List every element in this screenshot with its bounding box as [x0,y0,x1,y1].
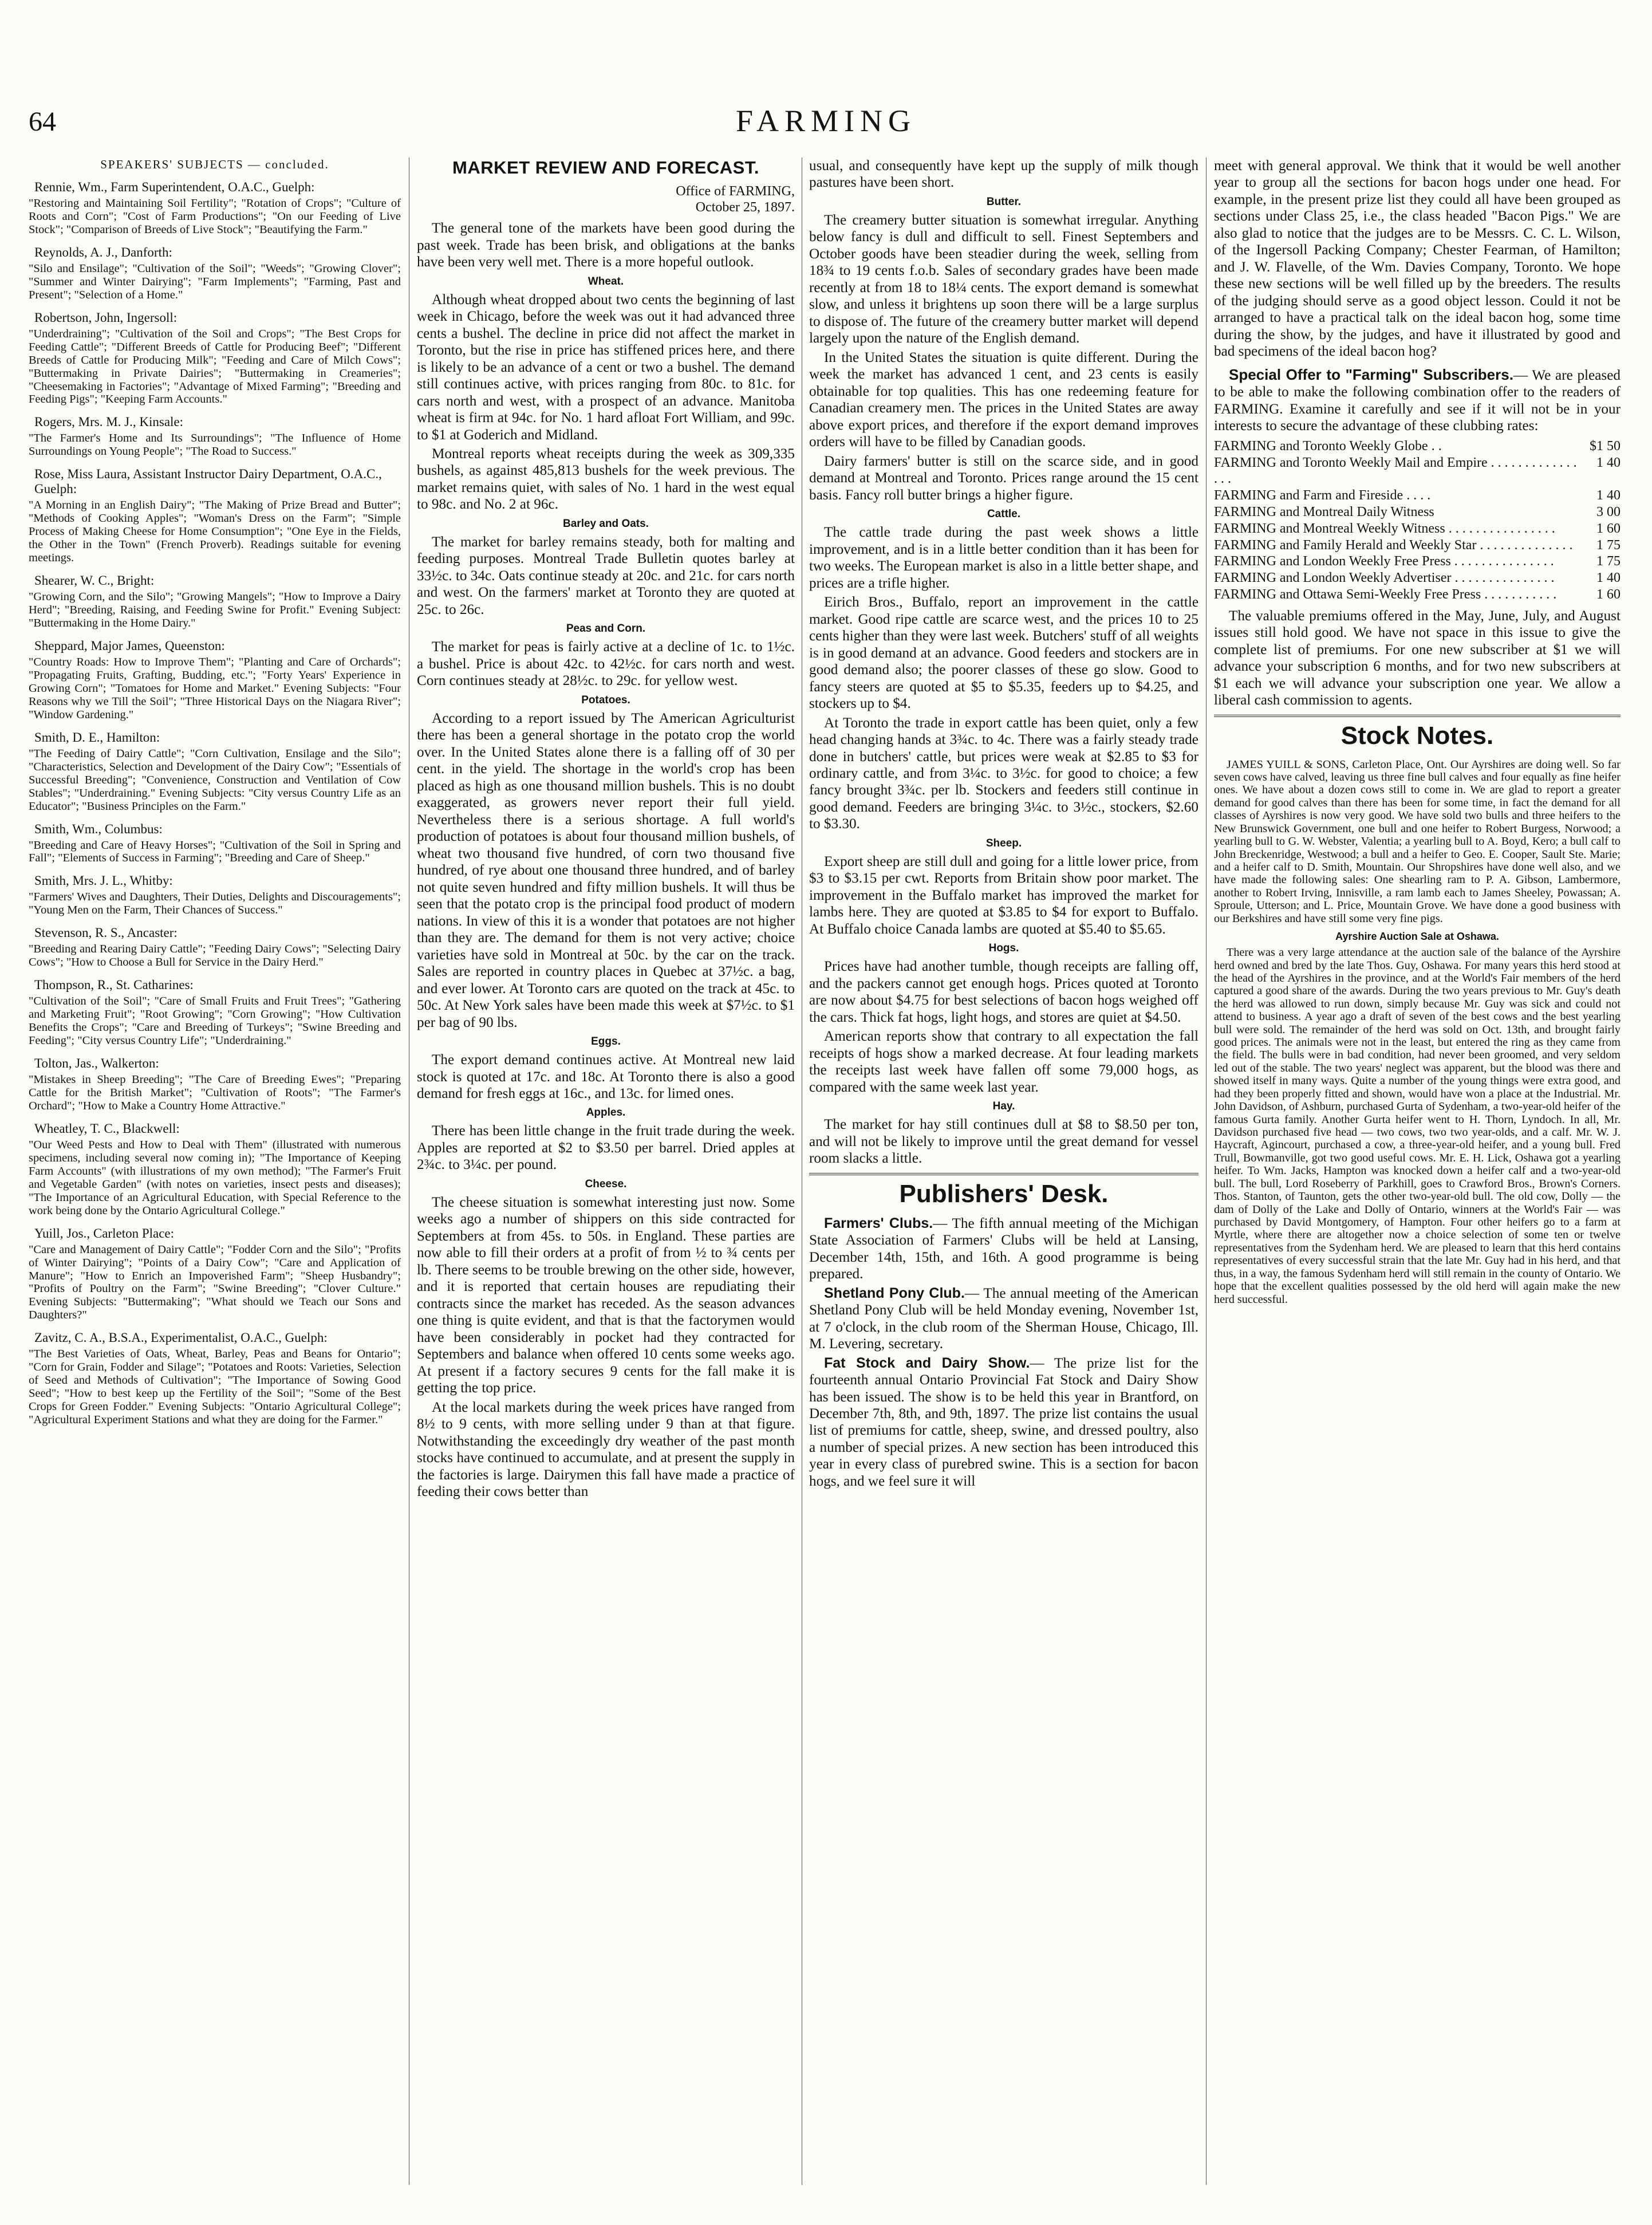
offer-price: 1 40 [1596,488,1621,503]
offer-price: 1 75 [1596,537,1621,553]
speaker-topics: "Restoring and Maintaining Soil Fertility"; "Rotation of Crops"; "Culture of Roots and Corn"; "Cost of Farm Productions"; "On our Feeding of Live Stock"; "Comparison of Breeds of Live Stock"; "Beautifying the Farm." [29,197,401,236]
paragraph: The market for peas is fairly active at a decline of 1c. to 1½c. a bushel. Price is about 42c. to 42½c. for cars north and west. Corn continues steady at 28½c. to 29c. for yellow west. [417,639,795,689]
offer-title: FARMING and Toronto Weekly Mail and Empire . . . . . . . . . . . . . . . . [1214,455,1577,487]
paragraph: The cattle trade during the past week shows a little improvement, and is in a little better condition than it has been for two weeks. The European market is also in a little better shape, and prices are a trifle higher. [809,525,1198,591]
item-text: — The annual meeting of the American Shetland Pony Club will be held Monday evening, November 1st, at 7 o'clock, in the club room of the Sherman House, Chicago, Ill. M. Levering, secretary. [809,1285,1198,1352]
speaker-topics: "Silo and Ensilage"; "Cultivation of the Soil"; "Weeds"; "Growing Clover"; "Summer and Winter Dairying"; "Farm Implements"; "Farming, Past and Present"; "Selection of a Home." [29,262,401,301]
section-heading: Eggs. [591,1035,621,1048]
column-rule [1206,157,1207,2185]
speaker-entry [29,467,401,565]
page-number: 64 [29,107,56,137]
speaker-name: Wheatley, T. C., Blackwell: [34,1121,180,1136]
paragraph [809,1355,1198,1490]
offer-row [1214,521,1621,537]
clubbing-rates-list [1214,438,1621,603]
speaker-entry [29,245,401,302]
speaker-entry [29,730,401,813]
offer-price: 1 60 [1596,586,1621,602]
paragraph [809,1215,1198,1283]
offer-title: FARMING and Toronto Weekly Globe . . [1214,438,1442,454]
paragraph: American reports show that contrary to all expectation the fall receipts of hogs show a marked decrease. At four leading markets the receipts last week have fallen off some 79,000 hogs, as compared with the same week last year. [809,1029,1198,1095]
speaker-name: Thompson, R., St. Catharines: [34,978,194,993]
paragraph: The export demand continues active. At Montreal new laid stock is quoted at 17c. and 18c. At Toronto there is also a good demand for fresh eggs at 16c., and 13c. for limed ones. [417,1052,795,1101]
section-divider [809,1173,1198,1175]
speaker-name: Smith, D. E., Hamilton: [34,730,160,745]
speaker-name: Smith, Wm., Columbus: [34,821,163,836]
speaker-entry [29,310,401,407]
speaker-name: Shearer, W. C., Bright: [34,573,155,588]
offer-price: 1 40 [1596,455,1621,470]
speaker-topics: "Care and Management of Dairy Cattle"; "Fodder Corn and the Silo"; "Profits of Winter Dairying"; "Points of a Dairy Cow"; "Care and Application of Manure"; "How to Enrich an Impoverished Farm"; "Sheep Husbandry"; "Profits of Poultry on the Farm"; "Swine Breeding"; "Clover Culture." Evening Subjects: "Buttermaking"; "What should we Teach our Sons and Daughters?" [29,1243,401,1322]
speaker-name: Yuill, Jos., Carleton Place: [34,1226,175,1241]
speaker-entry [29,180,401,237]
paragraph: Dairy farmers' butter is still on the scarce side, and in good demand at Montreal and Toronto. Prices range around the 15 cent basis. Fancy roll butter brings a higher figure. [809,453,1198,503]
speaker-topics: "Our Weed Pests and How to Deal with Them" (illustrated with numerous specimens, including several now coming in); "The Importance of Keeping Farm Accounts" (with illustrations of my own method); "The Farmer's Fruit and Vegetable Garden" (with notes on varieties, insect pests and diseases); "The Importance of an Agricultural Education, with Special Reference to the work being done by the Ontario Agricultural College." [29,1138,401,1217]
speaker-topics: "Breeding and Care of Heavy Horses"; "Cultivation of the Soil in Spring and Fall"; "Elements of Success in Farming"; "Breeding and Care of Sheep." [29,838,401,865]
paragraph: At Toronto the trade in export cattle has been quiet, only a few head changing hands at 3¾c. to 4c. There was a fairly steady trade done in butchers' cattle, but prices were weak at $2.85 to $3 for ordinary cattle, and from 3¼c. to 3½c. for good to choice; a few fancy brought 3¾c. per lb. Stockers and feeders still continue in good demand. Feeders are bringing 3¼c. to 3½c., stockers, $2.60 to $3.30. [809,715,1198,832]
paragraph: Prices have had another tumble, though receipts are falling off, and the packers cannot get enough hogs. Prices quoted at Toronto are now about $4.75 for best selections of bacon hogs weighed off the cars. Thick fat hogs, light hogs, and stores are quiet at $4.50. [809,959,1198,1025]
speaker-topics: "The Farmer's Home and Its Surroundings"; "The Influence of Home Surroundings on Young People"; "The Road to Success." [29,432,401,458]
offer-title: FARMING and London Weekly Free Press . . . . . . . . . . . . . . . [1214,554,1554,569]
paragraph: There has been little change in the fruit trade during the week. Apples are reported at $2 to $3.50 per barrel. Dried apples at 2¾c. to 3¼c. per pound. [417,1123,795,1173]
speaker-topics: "Cultivation of the Soil"; "Care of Small Fruits and Fruit Trees"; "Gathering and Marketing Fruit"; "Root Growing"; "Corn Growing"; "How Cultivation Benefits the Crops"; "Care and Breeding of Turkeys"; "Swine Breeding and Feeding"; "City versus Country Life"; "Underdraining." [29,995,401,1047]
paragraph: Export sheep are still dull and going for a little lower price, from $3 to $3.15 per cwt. Reports from Britain show poor market. The improvement in the Buffalo market has improved the market for lambs here. They are quoted at $3.85 to $4 for export to Buffalo. At Buffalo choice Canada lambs are quoted at $5.40 to $5.65. [809,853,1198,937]
offer-price: 1 40 [1596,570,1621,586]
speaker-entry [29,1121,401,1218]
section-heading: Butter. [986,195,1022,208]
section-heading: Hogs. [988,942,1019,955]
paragraph: At the local markets during the week prices have ranged from 8½ to 9 cents, with more selling under 9 than at that figure. Notwithstanding the exceedingly dry weather of the past month stocks have continued to accumulate, and at present the supply in the factories is large. Dairymen this fall have made a practice of feeding their cows better than [417,1399,795,1500]
speaker-topics: "Farmers' Wives and Daughters, Their Duties, Delights and Discouragements"; "Young Men on the Farm, Their Chances of Success." [29,891,401,917]
speaker-name: Robertson, John, Ingersoll: [34,310,178,325]
paragraph: The market for barley remains steady, both for malting and feeding purposes. Montreal Trade Bulletin quotes barley at 33½c. to 34c. Oats continue steady at 20c. and 21c. for cars north and west. On the farmers' market at Toronto they are quoted at 25c. to 26c. [417,534,795,617]
speaker-entry [29,1226,401,1322]
item-heading: Farmers' Clubs. [824,1215,933,1231]
running-head: FARMING [735,104,917,138]
speaker-entry [29,573,401,630]
dateline [417,184,795,215]
paragraph: Montreal reports wheat receipts during the week as 309,335 bushels, as against 485,813 bushels for the week previous. The market remains quiet, with sales of No. 1 hard in the west equal to 98c. and No. 2 at 96c. [417,446,795,513]
stock-note: There was a very large attendance at the auction sale of the balance of the Ayrshire herd owned and bred by the late Thos. Guy, Oshawa. For many years this herd stood at the head of the Ayrshires in the province, and at the World's Fair members of the herd captured a good share of the awards. During the two years previous to Mr. Guy's death the herd was allowed to run down, simply because Mr. Guy was sick and could not attend to business. A year ago a draft of seven of the best cows and the best yearling bull were sold. The remainder of the herd was sold on Oct. 13th, and brought fairly good prices. The animals were not in the least, but entered the ring as they came from the field. The bulls were in bad condition, had never been groomed, and very seldom led out of the stable. The two years' neglect was apparent, but the blood was there and showed itself in many ways. Quite a number of the young things were extra good, and had they been properly fitted and shown, would have won a place at the Industrial. Mr. John Davidson, of Ashburn, purchased Gurta of Sydenham, a two-year-old heifer of the famous Gurta family. Another Gurta heifer went to H. Thorn, Lyndoch. In all, Mr. Davidson purchased five head — two cows, two two year-olds, and a calf. Mr. W. J. Haycraft, Agincourt, purchased a cow, a three-year-old heifer, and a young bull. Fred Trull, Bowmanville, got two good useful cows. Mr. E. H. Lick, Oshawa got a yearling heifer. To Wm. Jacks, Hampton was knocked down a heifer calf and a two-year-old bull. The bull, Lord Roseberry of Parkhill, goes to Crawford Bros., Brown's Corners. Thos. Stanton, of Taunton, gets the other two-year-old bull. The old cow, Dolly — the dam of Dolly of the Lake and Dolly of Ontario, winners at the World's Fair — was purchased by David Montgomery, of Hampton. Four other heifers go to a farm at Myrtle, where there are altogether now a choice selection of some ten or twelve representatives from the Sydenham herd. We are pleased to learn that this herd contains representatives of every successful strain that the late Mr. Guy had in his herd, and that thus, in a way, the famous Sydenham herd will still remain in the county of Ontario. We hope that the excellent qualities possessed by the old herd will again make the new herd successful. [1214,946,1621,1306]
offer-title: FARMING and Montreal Weekly Witness . . . . . . . . . . . . . . . . [1214,521,1555,536]
item-text: — The prize list for the fourteenth annual Ontario Provincial Fat Stock and Dairy Show has been issued. The show is to be held this year in Brantford, on December 7th, 8th, and 9th, 1897. The prize list contains the usual list of premiums for cattle, sheep, swine, and dressed poultry, also a number of special prizes. A new section has been introduced this year in every class of purebred swine. This is a section for bacon hogs, and we feel sure it will [809,1355,1198,1489]
offer-outro: The valuable premiums offered in the May, June, July, and August issues still hold good. We have not space in this issue to give the complete list of premiums. For one new subscriber at $1 we will advance your subscription 6 months, and for two new subscribers at $1 each we will advance your subscription one year. We allow a liberal cash commission to agents. [1214,608,1621,708]
speaker-entry [29,926,401,969]
paragraph: Eirich Bros., Buffalo, report an improvement in the cattle market. Good ripe cattle are scarce west, and the prices 10 to 25 cents higher than they were last week. Butchers' stuff of all weights is in good demand at an advance. Good feeders and stockers are in good demand also; the poorer classes of these go slow. Good to fancy steers are quoted at $5 to $5.35, feeders up to $4.25, and stockers up to $4. [809,594,1198,712]
item-text: — The fifth annual meeting of the Michigan State Association of Farmers' Clubs will be held at Lansing, December 14th, 15th, and 16th. A good programme is being prepared. [809,1215,1198,1282]
section-heading: Ayrshire Auction Sale at Oshawa. [1335,931,1499,943]
speaker-entry [29,822,401,865]
offer-price: $1 50 [1590,438,1621,454]
speaker-entry [29,639,401,722]
offer-row [1214,504,1621,521]
speaker-entry [29,1330,401,1427]
offer-row [1214,586,1621,603]
section-divider [1214,715,1621,717]
section-heading: Wheat. [588,275,624,288]
speakers-column [29,157,401,2185]
market-intro: The general tone of the markets have been good during the past week. Trade has been brisk, and obligations at the banks have been very well met. There is a more hopeful outlook. [417,220,795,270]
paragraph: The cheese situation is somewhat interesting just now. Some weeks ago a number of shippers on this side contracted for Septembers at from 45s. to 50s. in England. These parties are now able to fill their orders at a profit of from ½ to ¾ cents per lb. There seems to be trouble brewing on the other side, however, and it is reported that certain houses are repudiating their contracts since the market has receded. As the season advances one thing is quite evident, and that is that the factorymen would have been considerably in pocket had they contracted for Septembers and balance when offered 10 cents some weeks ago. At present if a factory secures 9 cents for the fall make it is getting the top price. [417,1194,795,1396]
speaker-name: Reynolds, A. J., Danforth: [34,245,172,259]
paragraph: meet with general approval. We think that it would be well another year to group all the sections for bacon hogs under one head. For example, in the present prize list they could all have been grouped as sections under Class 25, i.e., the class headed "Bacon Pigs." We are also glad to notice that the judges are to be Messrs. C. C. L. Wilson, of the Ingersoll Packing Company; Chester Fearman, of Hamilton; and J. W. Flavelle, of the Wm. Davies Company, Toronto. We hope these new sections will be well filled up by the breeders. The results of the judging should serve as a good object lesson. Could it not be arranged to have a practical talk on the ideal bacon hog, some time during the show, by the judges, and have it illustrated by good and bad specimens of the ideal bacon hog? [1214,158,1621,360]
item-heading: Shetland Pony Club. [824,1285,965,1301]
speaker-topics: "The Best Varieties of Oats, Wheat, Barley, Peas and Beans for Ontario"; "Corn for Grain, Fodder and Silage"; "Potatoes and Roots: Varieties, Selection of Seed and Methods of Cultivation"; "The Importance of Sowing Good Seed"; "How to best keep up the Fertility of the Soil"; "Some of the Best Crops for Green Fodder." Evening Subjects: "Ontario Agricultural College"; "Agricultural Experiment Stations and what they are doing for the Farmer." [29,1348,401,1427]
speaker-name: Smith, Mrs. J. L., Whitby: [34,873,173,888]
speaker-name: Stevenson, R. S., Ancaster: [34,926,178,940]
speaker-name: Rose, Miss Laura, Assistant Instructor Dairy Department, O.A.C., Guelph: [34,467,382,497]
offer-row [1214,537,1621,554]
offer-heading: Special Offer to "Farming" Subscribers. [1229,365,1513,383]
section-heading: Barley and Oats. [563,517,649,530]
publishers-desk-title: Publishers' Desk. [899,1179,1109,1208]
offer-intro: — We are pleased to be able to make the following combination offer to the readers of FARMING. Examine it carefully and see if it will not be in your interests to secure the advantage of these clubbing rates: [1214,367,1621,434]
speaker-topics: "Mistakes in Sheep Breeding"; "The Care of Breeding Ewes"; "Preparing Cattle for the British Market"; "Cultivation of Roots"; "The Farmer's Orchard"; "How to Make a Country Home Attractive." [29,1073,401,1112]
speaker-entry [29,1056,401,1113]
section-heading: Sheep. [985,837,1022,849]
speaker-name: Rennie, Wm., Farm Superintendent, O.A.C., Guelph: [34,180,315,194]
speaker-topics: "The Feeding of Dairy Cattle"; "Corn Cultivation, Ensilage and the Silo"; "Characteristics, Selection and Development of the Dairy Cow"; "Essentials of Successful Breeding"; "Convenience, Construction and Ventilation of Cow Stables"; "Underdraining." Evening Subjects: "City versus Country Life as an Educator"; "Business Principles on the Farm." [29,747,401,813]
market-column [417,157,795,2185]
section-heading: Hay. [992,1100,1015,1113]
offer-price: 3 00 [1596,504,1621,519]
paragraph: In the United States the situation is quite different. During the week the market has advanced 1 cent, and 23 cents is easily obtainable for top qualities. This has one redeeming feature for Canadian creamery men. The prices in the United States are away above export prices, and therefore if the export demand improves orders will have to be filled by Canadian goods. [809,349,1198,450]
paragraph [809,1285,1198,1353]
offer-title: FARMING and Ottawa Semi-Weekly Free Press . . . . . . . . . . . [1214,586,1557,602]
paragraph: usual, and consequently have kept up the supply of milk though pastures have been short. [809,158,1198,191]
section-heading: Peas and Corn. [566,623,646,635]
paragraph: According to a report issued by The American Agriculturist there has been a general shortage in the potato crop the world over. In the United States alone there is a falling off of 30 per cent. in the yield. The shortage in the world's crop has been placed as high as one thousand million bushels. This is no doubt exaggerated, as growers never report their full yield. Nevertheless there is a serious shortage. A full world's production of potatoes is about four thousand million bushels, of wheat two thousand five hundred, of corn two thousand five hundred, of rye about one thousand three hundred, and of barley not quite seven hundred and fifty million bushels. It will thus be seen that the potato crop is the principal food product of modern nations. In view of this it is a wonder that potatoes are not higher than they are. The demand for them is not very active; choice varieties have sold in Montreal at 50c. by the car on the track. Sales are reported in country places in Quebec at 37½c. a bag, and ever lower. At Toronto cars are quoted on the track at 45c. to 50c. At New York sales have been made this week at $7½c. to $1 per bag of 90 lbs. [417,710,795,1030]
speaker-name: Tolton, Jas., Walkerton: [34,1056,159,1071]
section-heading: Apples. [586,1106,626,1119]
speaker-topics: "Country Roads: How to Improve Them"; "Planting and Care of Orchards"; "Propagating Fruits, Grafting, Budding, etc."; "Forty Years' Experience in Growing Corn"; "Tomatoes for Home and Market." Evening Subjects: "Four Reasons why we Till the Soil"; "Three Historical Days on the Niagara River"; "Window Gardening." [29,655,401,721]
speaker-entry [29,415,401,458]
paragraph: The market for hay still continues dull at $8 to $8.50 per ton, and will not be likely to improve until the great demand for vessel room slacks a little. [809,1117,1198,1167]
speaker-name: Zavitz, C. A., B.S.A., Experimentalist, O.A.C., Guelph: [34,1330,328,1345]
item-heading: Fat Stock and Dairy Show. [824,1354,1030,1371]
special-offer [1214,366,1621,435]
market-review-title: MARKET REVIEW AND FORECAST. [452,157,759,178]
section-heading: Cattle. [987,508,1021,521]
speaker-topics: "Underdraining"; "Cultivation of the Soil and Crops"; "The Best Crops for Feeding Cattle"; "Different Breeds of Cattle for Producing Beef"; "Different Breeds of Cattle for Producing Milk"; "Feeding and Care of Milch Cows"; "Buttermaking in Private Dairies"; "Buttermaking in Creameries"; "Cheesemaking in Factories"; "Advantage of Mixed Farming"; "Breeding and Feeding Pigs"; "Keeping Farm Accounts." [29,327,401,406]
offer-title: FARMING and London Weekly Advertiser . . . . . . . . . . . . . . . [1214,570,1555,586]
stock-notes-title: Stock Notes. [1340,721,1494,750]
stock-notes-column [1214,157,1621,2185]
speakers-heading: SPEAKERS' SUBJECTS — concluded. [100,157,329,171]
speaker-topics: "Growing Corn, and the Silo"; "Growing Mangels"; "How to Improve a Dairy Herd"; "Breeding, Raising, and Feeding Swine for Profit." Evening Subject: "Buttermaking in the Home Dairy." [29,590,401,630]
offer-title: FARMING and Farm and Fireside . . . . [1214,488,1431,503]
offer-price: 1 75 [1596,554,1621,569]
office-line: Office of FARMING, [676,184,795,199]
offer-title: FARMING and Family Herald and Weekly Star . . . . . . . . . . . . . . [1214,537,1573,553]
offer-row [1214,570,1621,586]
speaker-name: Rogers, Mrs. M. J., Kinsale: [34,415,184,430]
date-line: October 25, 1897. [695,199,795,215]
speaker-entry [29,873,401,917]
speaker-topics: "Breeding and Rearing Dairy Cattle"; "Feeding Dairy Cows"; "Selecting Dairy Cows"; "How to Choose a Bull for Service in the Dairy Herd." [29,943,401,969]
offer-price: 1 60 [1596,521,1621,536]
speaker-entry [29,978,401,1047]
offer-row [1214,487,1621,504]
offer-row [1214,455,1621,488]
speaker-topics: "A Morning in an English Dairy"; "The Making of Prize Bread and Butter"; "Methods of Cooking Apples"; "Woman's Dress on the Farm"; "Simple Process of Making Cheese for Home Consumption"; "One Eye in the Fields, the Other in the Town" (French Proverb). Readings suitable for evening meetings. [29,499,401,565]
paragraph: The creamery butter situation is somewhat irregular. Anything below fancy is dull and difficult to sell. Finest Septembers and October goods have been steadier during the week, selling from 18¾ to 19 cents f.o.b. Sales of secondary grades have been made recently at from 18 to 18¼ cents. The export demand is somewhat slow, and unless it brightens up soon there will be a large surplus to dispose of. The future of the creamery butter market will depend largely upon the nature of the English demand. [809,212,1198,346]
offer-row [1214,553,1621,570]
offer-row [1214,438,1621,455]
paragraph: Although wheat dropped about two cents the beginning of last week in Chicago, before the week was out it had advanced three cents a bushel. The decline in price did not affect the market in Toronto, but the rise in price has stiffened prices here, and there is likely to be an advance of a cent or two a bushel. The demand still continues active, with prices ranging from 80c. to 81c. for cars north and west, with a prospect of an advance. Manitoba wheat is firm at 94c. for No. 1 hard afloat Fort William, and 99c. to $1 at Goderich and Midland. [417,292,795,443]
speaker-name: Sheppard, Major James, Queenston: [34,638,225,653]
stock-note: JAMES YUILL & SONS, Carleton Place, Ont. Our Ayrshires are doing well. So far seven cows have calved, leaving us three fine bull calves and four equally as fine heifer ones. We have about a dozen cows still to come in. We are glad to report a greater demand for good calves than there has been for some time, in fact the demand for all classes of Ayrshires is now very good. We have sold two bulls and three heifers to the New Brunswick Government, one bull and one heifer to Robert Burgess, Norwood; a yearling bull to G. W. Webster, Valentia; a yearling bull to A. Boyd, Kero; a bull calf to John Breckenridge, Westwood; a bull and a heifer to Geo. E. Cooper, Sault Ste. Marie; and a heifer calf to D. Smith, Mountain. Our Shropshires have done well also, and we have made the following sales: One shearling ram to P. A. Gibson, Lambermore, another to Robert Irving, Innisville, a ram lamb each to James Sheeley, Powassan; A. Sproule, Utterson; and L. Price, Mountain Grove. We have done a good business with our Berkshires and have still some very fine pigs. [1214,758,1621,925]
market-continued-column [809,157,1198,2185]
offer-title: FARMING and Montreal Daily Witness [1214,504,1434,519]
section-heading: Potatoes. [581,694,630,706]
section-heading: Cheese. [585,1178,627,1190]
